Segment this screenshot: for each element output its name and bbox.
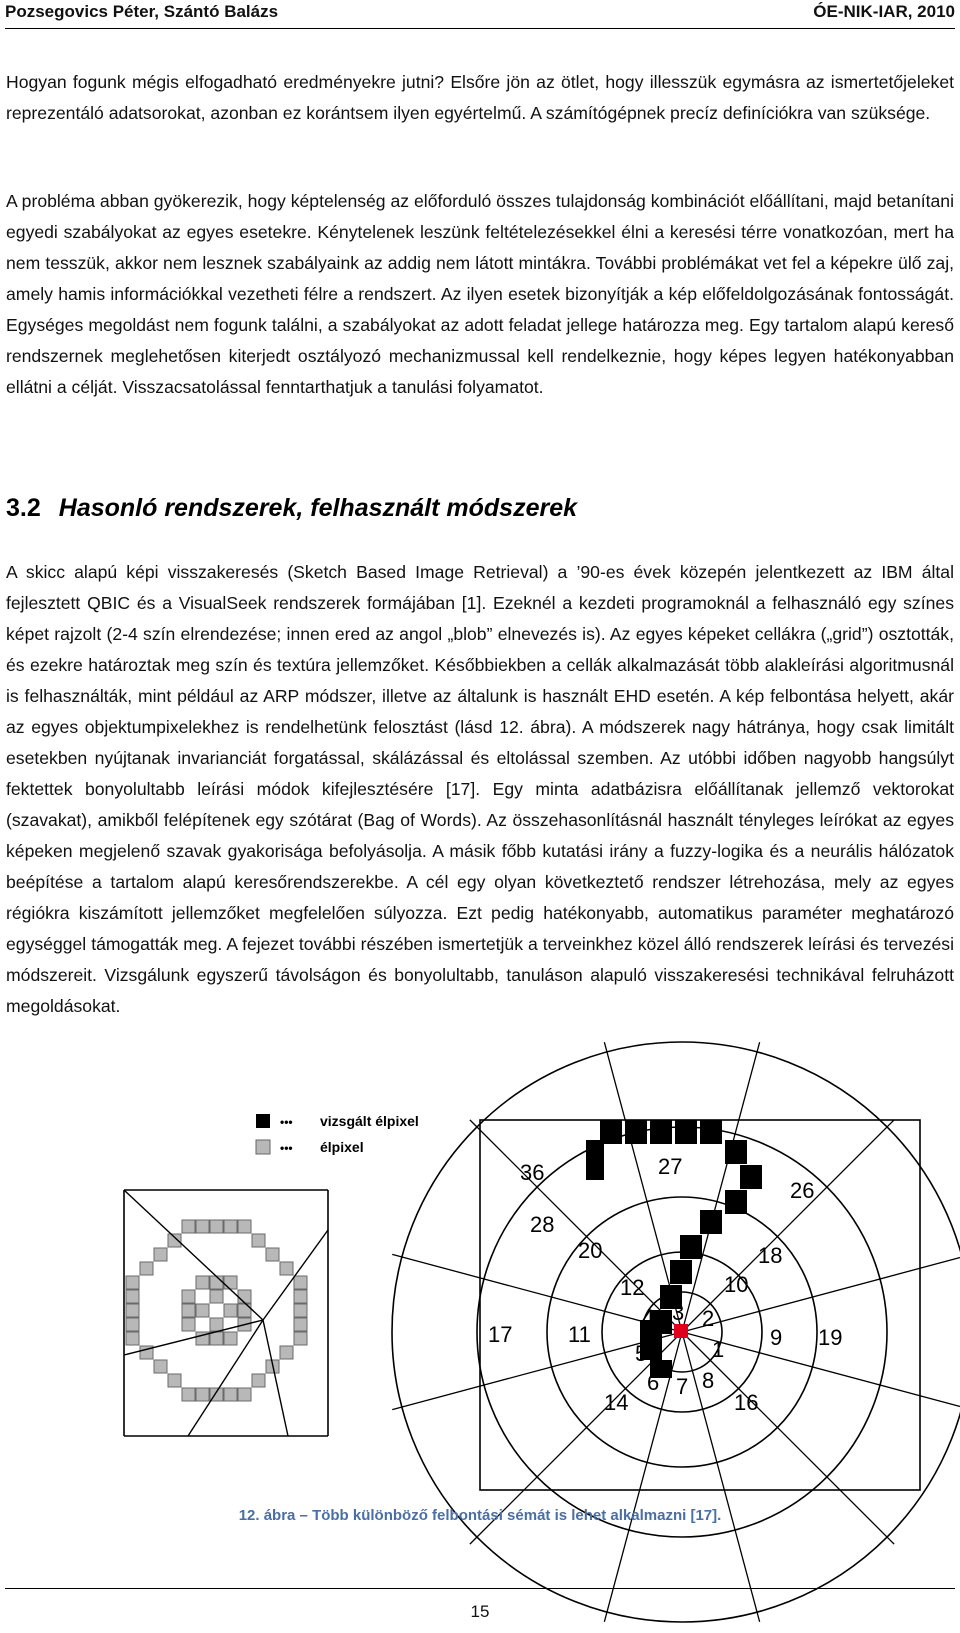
sector-label-1: 1 xyxy=(712,1337,725,1362)
question-pixel xyxy=(586,1140,604,1180)
legend-examined-label: vizsgált élpixel xyxy=(320,1113,419,1129)
edge-pixel xyxy=(210,1290,223,1303)
question-pixel xyxy=(670,1260,692,1284)
sector-label-7: 7 xyxy=(676,1374,689,1399)
edge-pixel xyxy=(252,1234,265,1247)
question-pixel xyxy=(625,1120,647,1144)
legend-dots-2: ••• xyxy=(280,1141,293,1155)
edge-pixel-grid-image xyxy=(88,1110,419,1503)
edge-pixel xyxy=(294,1318,307,1331)
paragraph-section-body: A skicc alapú képi visszakeresés (Sketch Based Image Retrieval) a ’90-es évek közepén jelentkezett az IBM által fejlesztett QBIC és a VisualSeek rendszerek formájában [1]. Ezeknél a kezdeti programoknál a felhasználó egy színes képet rajzolt (2-4 szín elrendezése; innen ered az angol „blob” elnevezés is). Az egyes képeket cellákra („grid”) osztották, és ezekre határoztak meg szín és textúra jellemzőket. Későbbiekben a cellák alkalmazását több alakleírási algoritmusnál is felhasználták, mint például az ARP módszer, illetve az általunk is használt EHD esetén. A kép felbontása helyett, akár az egyes objektumpixelekhez is rendelhetünk felosztást (lásd 12. ábra). A módszerek nagy hátránya, hogy csak limitált esetekben nyújtanak invarianciát forgatással, skálázással és eltolással szemben. Az utóbbi időben nagyobb hangsúlyt fektettek bonyolultabb leírási módok kifejlesztésére [17]. Egy minta adatbázisra előállítanak jellemző vektorokat (szavakat), amikből felépítenek egy szótárat (Bag of Words). Az összehasonlításnál használt tényleges leírókat az egyes képeken megjelenő szavak gyakorisága befolyásolja. A másik főbb kutatási irány a fuzzy-logika és a neurális hálózatok beépítése a tartalom alapú keresőrendszerekbe. A cél egy olyan következtető rendszer létrehozása, mely az egyes régiókra kiszámított jellemzőket megfelelően súlyozza. Ezt pedig hatékonyabb, automatikus paraméter meghatározó egységgel támogatták meg. A fejezet további részében ismertetjük a terveinkhez közel álló rendszerek leírási és tervezési módszereit. Vizsgálunk egyszerű távolságon és bonyolultabb, tanuláson alapuló visszakeresési technikával felruházott megoldásokat. xyxy=(6,562,954,1016)
polar-spoke xyxy=(682,1332,760,1622)
edge-pixel xyxy=(196,1388,209,1401)
edge-pixel xyxy=(238,1290,251,1303)
section-number: 3.2 xyxy=(6,494,41,522)
edge-pixel xyxy=(196,1304,209,1317)
question-pixel xyxy=(700,1210,722,1234)
edge-pixel xyxy=(196,1220,209,1233)
header-authors: Pozsegovics Péter, Szántó Balázs xyxy=(5,2,279,21)
edge-pixel xyxy=(140,1262,153,1275)
page-number: 15 xyxy=(470,1602,490,1621)
center-pixel xyxy=(674,1324,688,1338)
legend-edge-swatch xyxy=(256,1140,270,1154)
sector-label-14: 14 xyxy=(604,1390,629,1415)
sector-label-11: 11 xyxy=(568,1322,591,1347)
sector-label-36: 36 xyxy=(520,1160,545,1185)
edge-pixel xyxy=(224,1332,237,1345)
edge-pixel xyxy=(168,1234,181,1247)
page-header xyxy=(5,0,955,29)
sector-label-27: 27 xyxy=(658,1154,683,1179)
figure-log-polar-diagram xyxy=(480,1120,920,1490)
sector-label-6: 6 xyxy=(647,1370,660,1395)
edge-pixel xyxy=(182,1388,195,1401)
edge-pixel xyxy=(126,1290,139,1303)
paragraph-intro-1: Hogyan fogunk mégis elfogadható eredményekre jutni? Elsőre jön az ötlet, hogy illesszük egymásra az ismertetőjeleket reprezentáló adatsorokat, azonban ez korántsem ilyen egyértelmű. A számítógépnek precíz definíciókra van szüksége. xyxy=(6,72,954,123)
polar-spoke xyxy=(470,1120,685,1332)
edge-pixel xyxy=(210,1332,223,1345)
question-pixel xyxy=(700,1120,722,1144)
edge-pixel xyxy=(126,1318,139,1331)
section-title: Hasonló rendszerek, felhasznált módszerek xyxy=(58,494,578,522)
edge-pixel xyxy=(196,1276,209,1289)
legend-examined-swatch xyxy=(256,1114,270,1128)
ray-line-3 xyxy=(263,1320,288,1436)
edge-pixel xyxy=(126,1332,139,1345)
edge-pixel xyxy=(238,1388,251,1401)
polar-frame xyxy=(480,1120,920,1490)
footer-divider xyxy=(5,1588,955,1589)
sector-label-28: 28 xyxy=(530,1212,555,1237)
edge-pixel xyxy=(252,1374,265,1387)
log-polar-image xyxy=(480,1120,920,1490)
edge-pixel xyxy=(294,1304,307,1317)
legend-edge-label: élpixel xyxy=(320,1139,364,1155)
question-pixel xyxy=(650,1120,672,1144)
figure-caption: 12. ábra – Több különböző felbontási sémát is lehet alkalmazni [17]. xyxy=(238,1507,722,1524)
sector-label-4: 4 xyxy=(642,1305,655,1330)
edge-pixel xyxy=(182,1290,195,1303)
edge-pixel xyxy=(224,1220,237,1233)
section-heading xyxy=(6,494,577,523)
edge-pixel xyxy=(280,1262,293,1275)
sector-label-10: 10 xyxy=(724,1272,749,1297)
edge-pixel xyxy=(154,1248,167,1261)
sector-label-12: 12 xyxy=(620,1275,645,1300)
question-pixel xyxy=(725,1140,747,1164)
edge-pixel xyxy=(210,1318,223,1331)
paragraph-intro-2: A probléma abban gyökerezik, hogy képtelenség az előforduló összes tulajdonság kombinációt előállítani, majd betanítani egyedi szabályokat az egyes esetekre. Kénytelenek leszünk feltételezésekkel élni a keresési térre vonatkozóan, mert ha nem tesszük, akkor nem lesznek szabályaink az addig nem látott mintákra. További problémákat vet fel a képekre ülő zaj, amely hamis információkkal vezetheti félre a rendszert. Az ilyen esetek bizonyítják a kép előfeldolgozásának fontosságát. Egységes megoldást nem fogunk találni, a szabályokat az adott feladat jellege határozza meg. Egy tartalom alapú kereső rendszernek meglehetősen kiterjedt osztályozó mechanizmussal kell rendelkeznie, hogy képes legyen hatékonyabban ellátni a célját. Visszacsatolással fenntarthatjuk a tanulási folyamatot. xyxy=(6,191,954,397)
sector-label-18: 18 xyxy=(758,1243,783,1268)
edge-pixel xyxy=(294,1332,307,1345)
edge-pixel xyxy=(266,1248,279,1261)
edge-pixel xyxy=(224,1304,237,1317)
sector-label-5: 5 xyxy=(635,1341,648,1366)
edge-pixel xyxy=(182,1220,195,1233)
edge-pixel xyxy=(224,1388,237,1401)
question-pixel xyxy=(725,1190,747,1214)
legend-dots-1: ••• xyxy=(280,1115,293,1129)
question-pixel xyxy=(675,1120,697,1144)
sector-label-16: 16 xyxy=(734,1390,759,1415)
edge-pixel xyxy=(210,1220,223,1233)
edge-pixels xyxy=(126,1220,307,1401)
edge-pixel xyxy=(126,1276,139,1289)
edge-pixel xyxy=(182,1304,195,1317)
edge-pixel xyxy=(238,1304,251,1317)
edge-pixel xyxy=(238,1220,251,1233)
edge-pixel xyxy=(168,1374,181,1387)
sector-label-2: 2 xyxy=(702,1306,715,1331)
sector-label-9: 9 xyxy=(770,1325,783,1350)
question-pixel xyxy=(680,1235,702,1259)
edge-pixel xyxy=(294,1276,307,1289)
edge-pixel xyxy=(126,1304,139,1317)
header-institution: ÓE-NIK-IAR, 2010 xyxy=(813,2,955,21)
edge-pixel xyxy=(280,1346,293,1359)
edge-pixel xyxy=(154,1360,167,1373)
edge-pixel xyxy=(210,1276,223,1289)
sector-label-8: 8 xyxy=(702,1368,715,1393)
figure-edge-pixel-grid xyxy=(88,1110,419,1503)
sector-label-26: 26 xyxy=(790,1178,815,1203)
sector-label-20: 20 xyxy=(578,1238,603,1263)
edge-pixel xyxy=(294,1290,307,1303)
sector-label-17: 17 xyxy=(488,1322,513,1347)
edge-pixel xyxy=(182,1318,195,1331)
sector-label-3: 3 xyxy=(672,1300,685,1325)
question-pixel xyxy=(740,1165,762,1189)
edge-pixel xyxy=(224,1276,237,1289)
sector-label-19: 19 xyxy=(818,1325,843,1350)
